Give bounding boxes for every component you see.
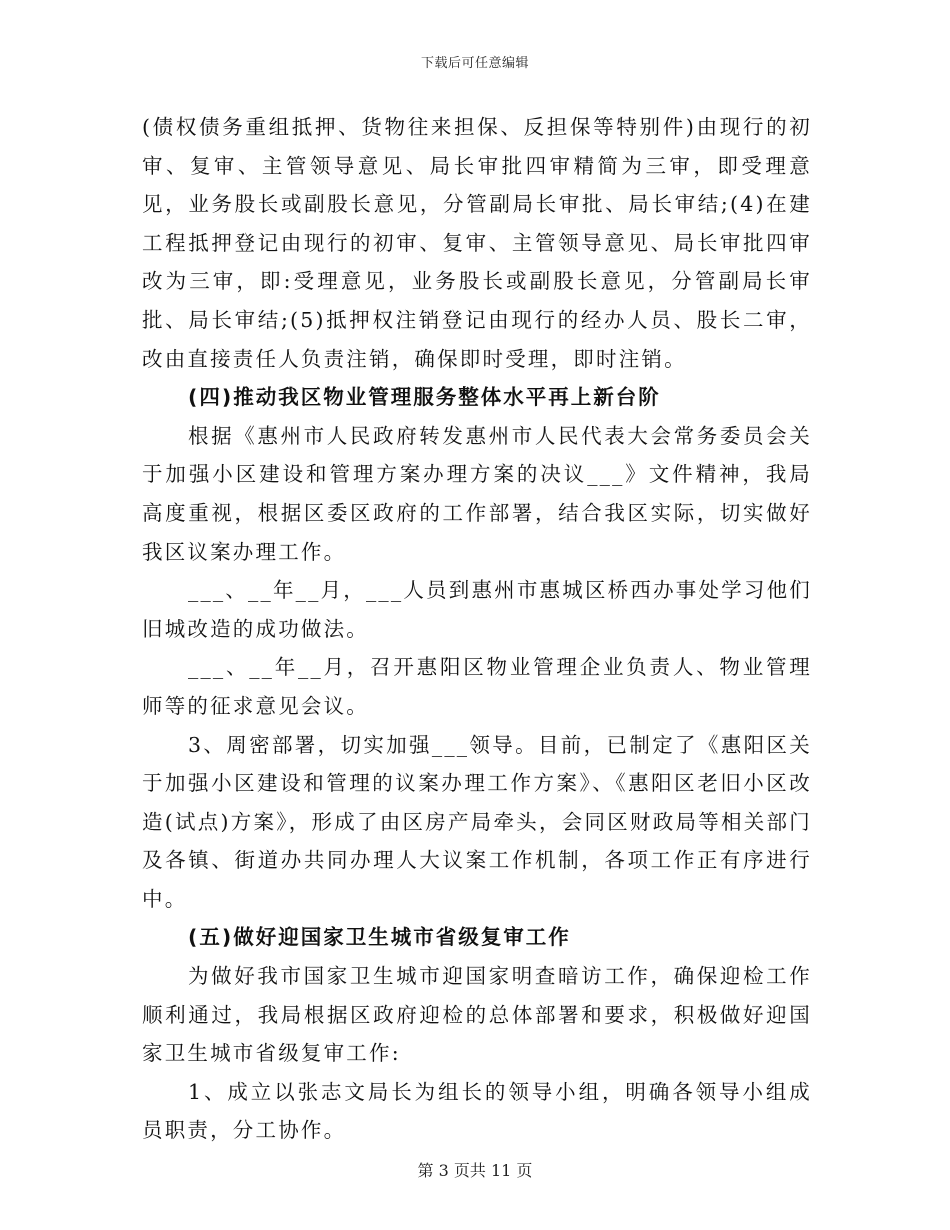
- page-number: 第 3 页共 11 页: [417, 1161, 533, 1180]
- paragraph-inspection-prep: 为做好我市国家卫生城市迎国家明查暗访工作，确保迎检工作顺利通过，我局根据区政府迎检的总体部署和要求，积极做好迎国家卫生城市省级复审工作:: [142, 964, 812, 1066]
- page-header: 下载后可任意编辑: [420, 56, 529, 71]
- document-body: [142, 108, 812, 1150]
- section-heading-health-city: (五)做好迎国家卫生城市省级复审工作: [188, 925, 571, 950]
- paragraph-leadership-group: 1、成立以张志文局长为组长的领导小组，明确各领导小组成员职责，分工协作。: [142, 1079, 812, 1143]
- section-heading-property-management: (四)推动我区物业管理服务整体水平再上新台阶: [188, 385, 661, 410]
- paragraph-deployment: 3、周密部署，切实加强___领导。目前，已制定了《惠阳区关于加强小区建设和管理的议案办理工作方案》、《惠阳区老旧小区改造(试点)方案》，形成了由区房产局牵头，会同区财政局等相关部门及各镇、街道办共同办理人大议案工作机制，各项工作正有序进行中。: [142, 732, 812, 911]
- paragraph-consultation-meeting: ___、__年__月，召开惠阳区物业管理企业负责人、物业管理师等的征求意见会议。: [142, 655, 812, 718]
- paragraph-mortgage-approval: (债权债务重组抵押、货物往来担保、反担保等特别件)由现行的初审、复审、主管领导意见、局长审批四审精简为三审，即受理意见，业务股长或副股长意见，分管副局长审批、局长审结;(4)在建工程抵押登记由现行的初审、复审、主管领导意见、局长审批四审改为三审，即:受理意见，业务股长或副股长意见，分管副局长审批、局长审结;(5)抵押权注销登记由现行的经办人员、股长二审，改由直接责任人负责注销，确保即时受理，即时注销。: [142, 115, 812, 371]
- paragraph-study-visit: ___、__年__月，___人员到惠州市惠城区桥西办事处学习他们旧城改造的成功做法。: [142, 578, 812, 641]
- paragraph-proposal-handling: 根据《惠州市人民政府转发惠州市人民代表大会常务委员会关于加强小区建设和管理方案办理方案的决议___》文件精神，我局高度重视，根据区委区政府的工作部署，结合我区实际，切实做好我区议案办理工作。: [142, 423, 812, 564]
